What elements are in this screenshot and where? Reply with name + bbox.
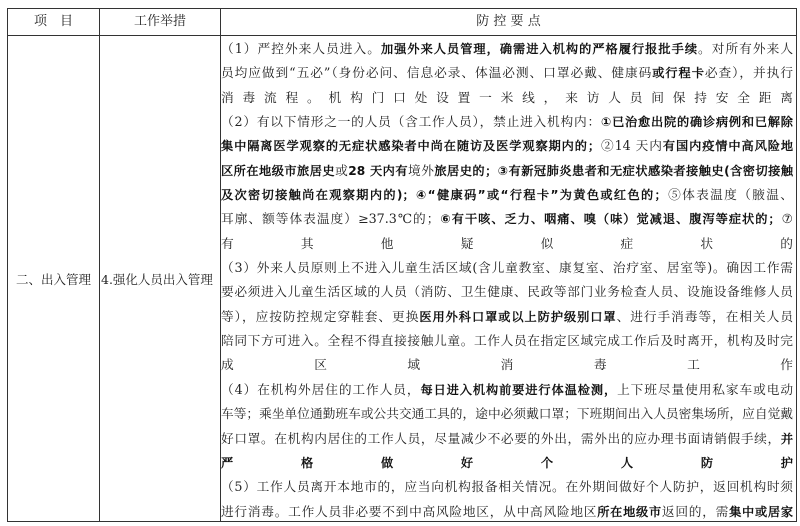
text-line bbox=[221, 353, 793, 377]
text: 车等；乘坐单位通勤班车或公共交通工具的，途中必须戴口罩；下班期间出入人员密集场所，应自觉戴 bbox=[221, 406, 793, 422]
text: ⑦ bbox=[780, 211, 793, 227]
bold-text: ⑥有干咳、乏力、咽痛、嗅（味）觉减退、腹泻等症状的； bbox=[439, 212, 781, 227]
text: 耳廓、额等体表温度）≥37.3℃的； bbox=[221, 211, 440, 227]
text-line bbox=[221, 110, 793, 134]
measure-cell bbox=[101, 36, 220, 521]
text-line bbox=[221, 305, 793, 329]
text: 进行消毒。工作人员非必要不到中高风险地区，从中高风险地区 bbox=[221, 503, 598, 519]
text: 等），应按防控规定穿鞋套、更换 bbox=[221, 308, 420, 324]
text: ②14 天内 bbox=[600, 138, 663, 154]
text-line bbox=[221, 207, 793, 231]
text: 陪同下方可进入。全程不得直接接触儿童。工作人员在指定区域完成工作后及时离开，机构及时完 bbox=[221, 333, 793, 349]
header-key-points: 防 控 要 点 bbox=[476, 14, 541, 29]
text-line bbox=[221, 134, 793, 158]
text: 上下班尽量使用私家车或电动 bbox=[617, 381, 793, 397]
text-line bbox=[221, 427, 793, 451]
text: 员均应做到“五必”（身份必问、信息必录、体温必测、口罩必戴、健康码 bbox=[221, 65, 653, 81]
bold-text: 旅居史的；③有新冠肺炎患者和无症状感染者接触史(含密切接触 bbox=[434, 163, 793, 178]
measure-label: 4.强化人员出入管理 bbox=[101, 271, 213, 287]
text-line bbox=[221, 329, 793, 353]
bold-text: 28 天内有 bbox=[348, 163, 409, 178]
text: （1）严控外来人员进入。 bbox=[221, 41, 381, 56]
text: （3）外来人员原则上不进入儿童生活区域(含儿童教室、康复室、治疗室、居室等)。确因工作需 bbox=[221, 260, 793, 276]
text: 境外 bbox=[408, 162, 435, 178]
bold-text: 所在地级市 bbox=[597, 504, 662, 519]
text-line bbox=[221, 500, 793, 524]
bold-text: 或行程卡 bbox=[652, 66, 705, 81]
bold-text: 并 bbox=[780, 431, 793, 446]
text-line bbox=[221, 402, 793, 426]
text-line bbox=[221, 451, 793, 475]
text: 。对所有外来人 bbox=[698, 41, 793, 56]
text: 消毒流程。机构门口处设置一米线，来访人员间保持安全距离 bbox=[221, 89, 793, 105]
prevention-table bbox=[7, 8, 797, 522]
header-item: 项 目 bbox=[33, 14, 73, 29]
bold-text: 集中隔离医学观察的无症状感染者中尚在随访及医学观察期内的； bbox=[221, 139, 601, 154]
text: 有其他疑似症状的 bbox=[221, 235, 793, 251]
bold-text: 医用外科口罩或以上防护级别口罩 bbox=[419, 309, 617, 324]
text: 必查），并执行 bbox=[704, 65, 793, 81]
key-points-cell bbox=[221, 37, 793, 524]
text-line bbox=[221, 159, 793, 183]
text-line bbox=[221, 475, 793, 499]
bold-text: 加强外来人员管理，确需进入机构的严格履行报批手续 bbox=[380, 42, 699, 56]
text: 、进行手消毒等，在相关人员 bbox=[616, 308, 793, 324]
text-line bbox=[221, 183, 793, 207]
bold-text: 有国内疫情中高风险地 bbox=[662, 139, 793, 154]
text-line bbox=[221, 37, 793, 61]
text: 返回的，需 bbox=[661, 503, 730, 519]
text-line bbox=[221, 61, 793, 85]
text: 成区域消毒工作 bbox=[221, 357, 793, 373]
text-line bbox=[221, 232, 793, 256]
bold-text: 每日进入机构前要进行体温检测， bbox=[420, 382, 618, 397]
text-line bbox=[221, 378, 793, 402]
text: （5）工作人员离开本地市的，应当向机构报备相关情况。在外期间做好个人防护，返回机构时须 bbox=[221, 479, 793, 495]
text: （4）在机构外居住的工作人员， bbox=[221, 381, 421, 397]
bold-text: 及次密切接触尚在观察期内的)；④“健康码”或“行程卡”为黄色或红色的； bbox=[221, 188, 667, 203]
bold-text: 严格做好个人防护 bbox=[221, 455, 793, 470]
text-line bbox=[221, 86, 793, 110]
column-divider bbox=[99, 9, 100, 521]
bold-text: 区所在地级市旅居史 bbox=[221, 163, 336, 178]
item-label: 二、出入管理 bbox=[15, 271, 91, 287]
bold-text: ①已治愈出院的确诊病例和已解除 bbox=[600, 115, 793, 130]
text: 好口罩。在机构内居住的工作人员，尽量减少不必要的外出，需外出的应办理书面请销假手续， bbox=[221, 430, 781, 446]
text-line bbox=[221, 280, 793, 304]
text: ⑤体表温度（腋温、 bbox=[666, 187, 793, 203]
bold-text: 集中或居家 bbox=[729, 504, 793, 519]
item-cell bbox=[8, 36, 99, 521]
text: （2）有以下情形之一的人员（含工作人员），禁止进入机构内： bbox=[221, 114, 601, 130]
text-line bbox=[221, 256, 793, 280]
header-measure: 工作举措 bbox=[133, 14, 186, 29]
text: 要必须进入儿童生活区域的人员（消防、卫生健康、民政等部门业务检查人员、设施设备维修人员 bbox=[221, 284, 793, 300]
text: 或 bbox=[335, 162, 349, 178]
